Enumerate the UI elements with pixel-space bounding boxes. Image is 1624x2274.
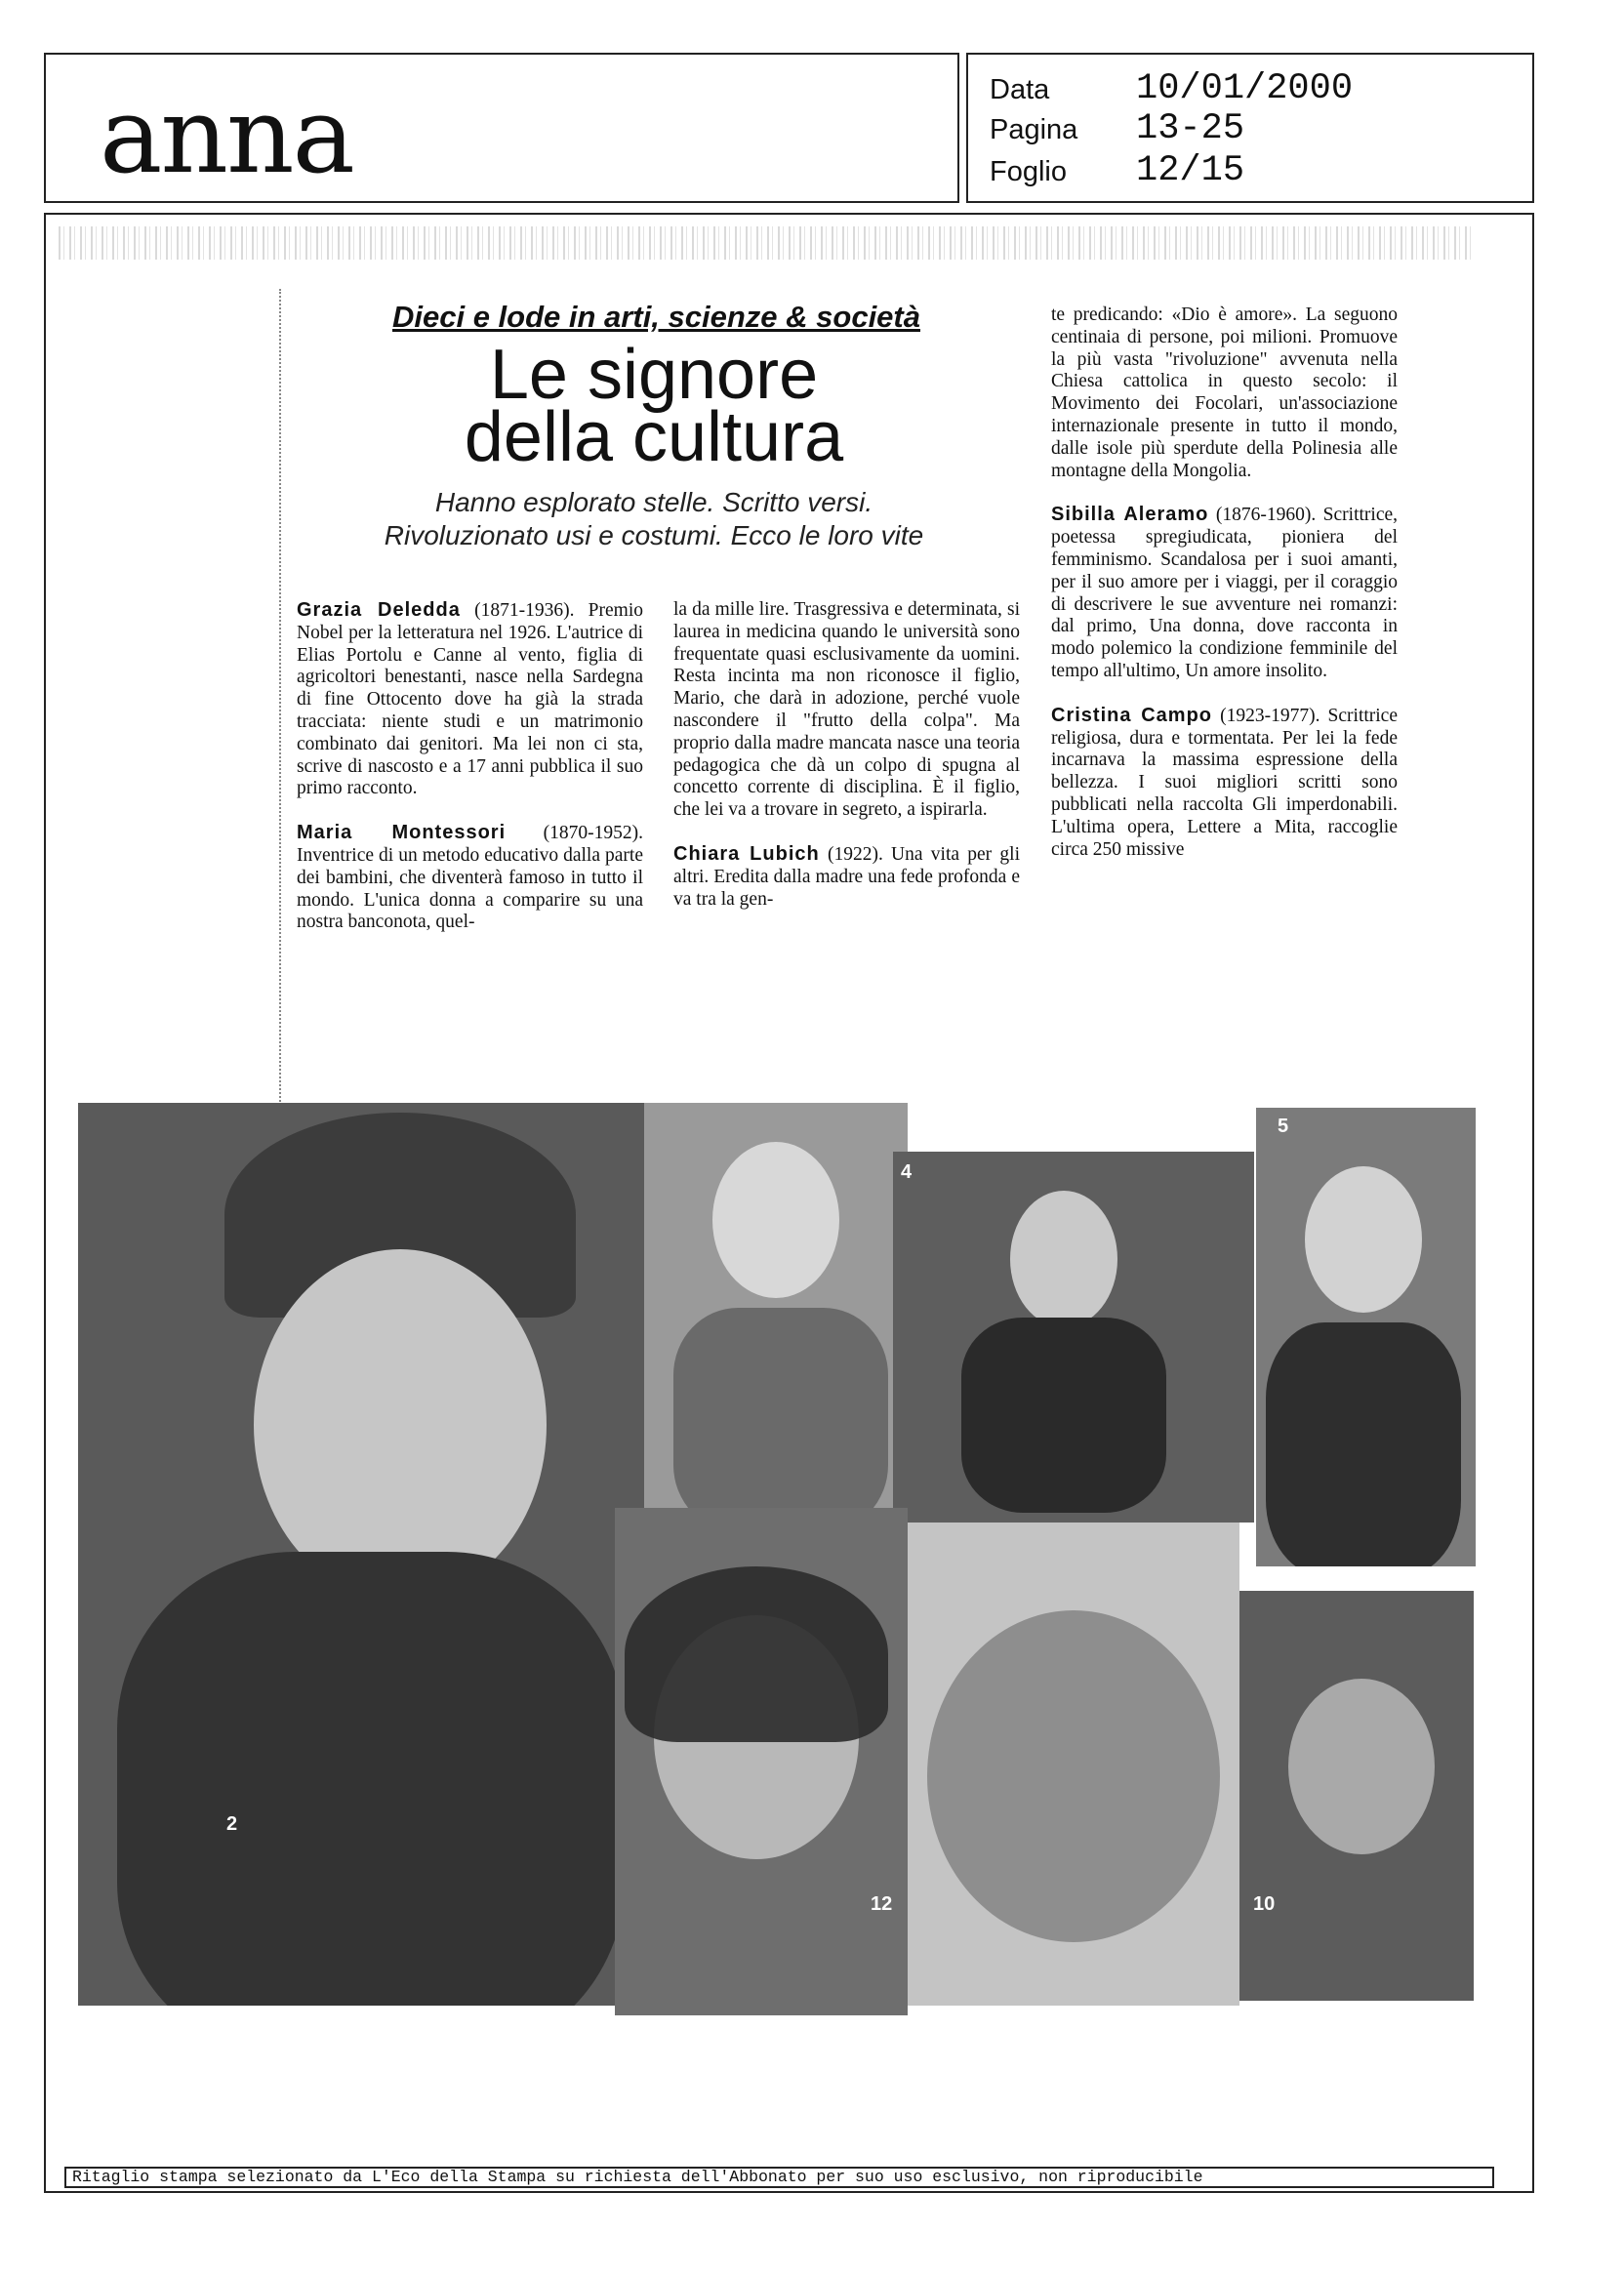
paragraph-aleramo [1051,504,1398,682]
photo-2-woman-helmet [78,1103,644,2006]
article-subtitle [303,486,1005,552]
face-shape [712,1142,839,1298]
date-value: 10/01/2000 [1136,68,1354,109]
paragraph-text: te predicando: «Dio è amore». La seguono centinaia di persone, poi milioni. Promuove la più vasta "rivoluzione" avvenuta nella Chiesa cattolica in questo secolo: il Movimento dei Focolari, un'associazione internazionale presente in tutto il mondo, dalle isole più sperdute della Polinesia alle montagne della Mongolia. [1051,305,1398,481]
article-kicker: Dieci e lode in arti, scienze & società [392,300,920,334]
paragraph-text: (1876-1960). Scrittrice, poetessa spregiudicata, pioniera del femminismo. Scandalosa per i suoi amanti, per il suo amore per i viaggi, per il coraggio di descrivere le sue avventure nei romanzi: dal primo, Una donna, dove racconta in modo polemico la condizione femminile del tempo all'ultimo, Un amore insolito. [1051,505,1399,681]
paragraph-lubich [673,843,1020,911]
paragraph-text: (1922). Una vita per gli altri. Eredita dalla madre una fede profonda e va tra la gen- [673,843,1020,910]
date-label: Data [990,74,1050,105]
photo-12-elderly-woman [615,1508,908,2015]
face-shape [1010,1191,1117,1327]
photo-number: 2 [226,1813,238,1835]
header-meta-box [966,53,1534,203]
title-line-1: Le signore [489,336,819,414]
person-name: Cristina Campo [1051,704,1213,726]
title-line-2: della cultura [464,398,844,476]
face-shape [1288,1679,1435,1854]
photo-number: 10 [1253,1893,1276,1915]
paragraph-montessori-cont [673,599,1020,822]
person-name: Chiara Lubich [673,842,820,865]
body-shape [117,1552,625,2006]
veil-shape [625,1566,888,1742]
subtitle-line-2: Rivoluzionato usi e costumi. Ecco le loro vite [384,520,924,550]
photo-number: 12 [871,1893,893,1915]
paragraph-deledda [297,599,643,800]
sheet-value: 12/15 [1136,150,1245,191]
paragraph-text: (1870-1952). Inventrice di un metodo educativo dalla parte dei bambini, che diventerà famoso in tutto il mondo. L'unica donna a comparire su una nostra banconota, quel- [297,823,643,933]
face-shape [927,1610,1220,1942]
body-shape [1266,1322,1461,1566]
photo-elderly-closeup [908,1523,1239,2006]
photo-10 [1239,1591,1474,2001]
body-shape [673,1308,888,1513]
photo-4 [893,1152,1254,1523]
photo-woman-with-hat [634,1103,908,1513]
person-name: Sibilla Aleramo [1051,504,1209,526]
photo-number: 5 [1278,1116,1289,1137]
page-label: Pagina [990,114,1078,145]
face-shape [1305,1166,1422,1313]
paragraph-lubich-cont [1051,305,1398,482]
article-column-3 [1051,305,1398,882]
paragraph-text: (1871-1936). Premio Nobel per la letteratura nel 1926. L'autrice di Elias Portolu e Canne al vento, figlia di agricoltori benestanti, nasce nella Sardegna di fine Ottocento dove ha già la strada tracciata: niente studi e un matrimonio combinato dai genitori. Ma lei non ci sta, scrive di nascosto e a 17 anni pubblica il suo primo racconto. [297,600,643,799]
page-value: 13-25 [1136,108,1245,149]
subtitle-line-1: Hanno esplorato stelle. Scritto versi. [434,487,873,517]
column-rule [279,289,281,1206]
paragraph-text: la da mille lire. Trasgressiva e determinata, si laurea in medicina quando le università sono frequentate quasi esclusivamente da uomini. Resta incinta ma non riconosce il figlio, Mario, che darà in adozione, perché vuole nascondere il "frutto della colpa". Ma proprio dalla madre mancata nasce una teoria pedagogica che dà un colpo di spugna al concetto corrente di disciplina. È il figlio, che lei va a trovare in segreto, a ispirarla. [673,599,1020,821]
person-name: Maria Montessori [297,822,507,844]
article-column-2 [673,599,1020,932]
anna-logo: anna [100,75,353,197]
paragraph-text: (1923-1977). Scrittrice religiosa, dura e tormentata. Per lei la fede incarnava la massima espressione della bellezza. I suoi migliori scritti sono pubblicati nella raccolta Gli imperdonabili. L'ultima opera, Lettere a Mita, raccoglie circa 250 missive [1051,705,1398,860]
body-shape [961,1318,1166,1513]
photo-5 [1256,1108,1476,1566]
article-column-1 [297,599,643,955]
article-title [322,336,986,476]
photo-number: 4 [901,1161,913,1183]
clipping-disclaimer: Ritaglio stampa selezionato da L'Eco della Stampa su richiesta dell'Abbonato per suo uso esclusivo, non riproducibile [64,2167,1494,2188]
header-masthead-box [44,53,959,203]
sheet-label: Foglio [990,156,1067,187]
scan-noise-strip [59,226,1474,260]
person-name: Grazia Deledda [297,599,461,621]
paragraph-campo [1051,705,1398,862]
paragraph-montessori [297,822,643,934]
face-shape [254,1249,547,1601]
